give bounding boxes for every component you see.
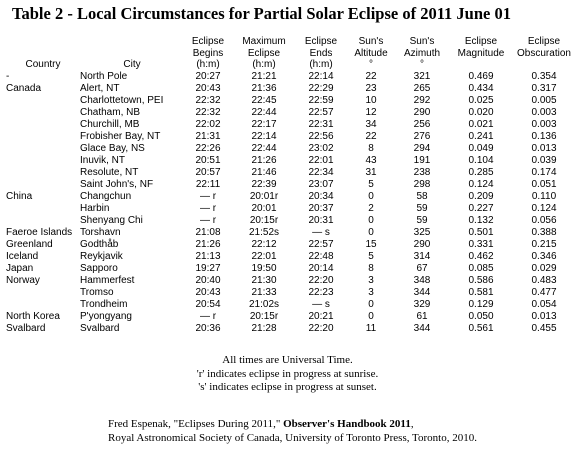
cell-azimuth: 265	[413, 82, 431, 94]
header-azimuth	[396, 36, 448, 71]
header-azimuth-unit: °	[420, 59, 424, 70]
cell-obscuration: 0.388	[531, 226, 557, 238]
cell-magnitude: 0.124	[468, 178, 494, 190]
cell-ends: 22:23	[308, 286, 334, 298]
cell-azimuth: 256	[413, 118, 431, 130]
cell-altitude: 10	[365, 94, 377, 106]
cell-maximum: 21:36	[251, 82, 277, 94]
cell-azimuth: 344	[413, 286, 431, 298]
cell-azimuth: 276	[413, 130, 431, 142]
header-ends-line1: Eclipse	[304, 36, 338, 47]
table-row	[6, 239, 574, 251]
cell-city: Churchill, MB	[80, 118, 140, 130]
cell-azimuth: 292	[413, 94, 431, 106]
cell-azimuth: 314	[413, 250, 431, 262]
table-title: Table 2 - Local Circumstances for Partial Solar Eclipse of 2011 June 01	[12, 4, 511, 23]
cell-altitude: 23	[365, 82, 377, 94]
cell-city: Shenyang Chi	[80, 214, 143, 226]
header-maximum	[232, 36, 296, 71]
cell-ends: 22:48	[308, 250, 334, 262]
header-obscuration-line2: Obscuration	[517, 47, 571, 59]
cell-country	[6, 287, 80, 299]
table-row	[6, 155, 574, 167]
cell-ends: 22:59	[308, 94, 334, 106]
header-altitude-line1: Sun's	[358, 36, 384, 47]
cell-obscuration: 0.354	[531, 70, 557, 82]
cell-begins: 22:32	[195, 94, 221, 106]
cell-maximum: 22:14	[251, 130, 277, 142]
cell-azimuth: 59	[416, 202, 428, 214]
cell-altitude: 15	[365, 238, 377, 250]
cell-city: Glace Bay, NS	[80, 142, 145, 154]
cell-azimuth: 294	[413, 142, 431, 154]
cell-obscuration: 0.056	[531, 214, 557, 226]
cell-ends: 22:20	[308, 274, 334, 286]
cell-begins: 21:13	[195, 250, 221, 262]
header-magnitude	[448, 36, 514, 71]
cell-begins: — r	[199, 190, 217, 202]
cell-city: North Pole	[80, 70, 128, 82]
cell-obscuration: 0.215	[531, 238, 557, 250]
cell-azimuth: 329	[413, 298, 431, 310]
cell-maximum: 21:52s	[248, 226, 280, 238]
cell-obscuration: 0.455	[531, 322, 557, 334]
cell-altitude: 0	[368, 226, 374, 238]
cell-maximum: 22:44	[251, 106, 277, 118]
cell-country	[6, 95, 80, 107]
cell-altitude: 22	[365, 130, 377, 142]
cell-city: Tromso	[80, 286, 114, 298]
cell-maximum: 22:01	[251, 250, 277, 262]
cell-city: Hammerfest	[80, 274, 135, 286]
cell-azimuth: 321	[413, 70, 431, 82]
cell-obscuration: 0.054	[531, 298, 557, 310]
local-circumstances-table	[6, 36, 574, 335]
cell-city: Trondheim	[80, 298, 128, 310]
cell-country	[6, 299, 80, 311]
cell-begins: 20:54	[195, 298, 221, 310]
table-row	[6, 179, 574, 191]
citation-line1	[108, 418, 568, 432]
table-notes	[0, 354, 575, 395]
table-row	[6, 251, 574, 263]
cell-obscuration: 0.013	[531, 142, 557, 154]
cell-obscuration: 0.136	[531, 130, 557, 142]
cell-begins: 20:43	[195, 82, 221, 94]
cell-altitude: 11	[365, 322, 377, 334]
cell-city: Frobisher Bay, NT	[80, 130, 161, 142]
cell-obscuration: 0.029	[531, 262, 557, 274]
cell-obscuration: 0.477	[531, 286, 557, 298]
cell-obscuration: 0.346	[531, 250, 557, 262]
cell-magnitude: 0.241	[468, 130, 494, 142]
cell-magnitude: 0.021	[468, 118, 494, 130]
cell-maximum: 22:45	[251, 94, 277, 106]
cell-city: Resolute, NT	[80, 166, 139, 178]
note-sunrise: 'r' indicates eclipse in progress at sunrise.	[196, 367, 379, 380]
cell-altitude: 8	[368, 142, 374, 154]
cell-city: Torshavn	[80, 226, 121, 238]
table-row	[6, 263, 574, 275]
cell-ends: 22:57	[308, 106, 334, 118]
table-row	[6, 215, 574, 227]
cell-maximum: 20:15r	[249, 214, 279, 226]
cell-maximum: 21:33	[251, 286, 277, 298]
cell-country: Norway	[6, 274, 40, 286]
cell-city: Harbin	[80, 202, 110, 214]
cell-ends: 22:56	[308, 130, 334, 142]
cell-obscuration: 0.003	[531, 106, 557, 118]
cell-begins: 20:51	[195, 154, 221, 166]
cell-magnitude: 0.129	[468, 298, 494, 310]
cell-country	[6, 107, 80, 119]
cell-country	[6, 119, 80, 131]
cell-ends: 23:02	[308, 142, 334, 154]
table-row	[6, 131, 574, 143]
cell-altitude: 3	[368, 286, 374, 298]
header-begins-line2: Begins	[192, 47, 224, 59]
cell-obscuration: 0.005	[531, 94, 557, 106]
cell-altitude: 0	[368, 310, 374, 322]
cell-country: Iceland	[6, 250, 39, 262]
cell-city: Alert, NT	[80, 82, 120, 94]
cell-magnitude: 0.020	[468, 106, 494, 118]
header-ends-line2: Ends	[309, 47, 333, 59]
cell-city: Inuvik, NT	[80, 154, 126, 166]
cell-begins: 20:40	[195, 274, 221, 286]
cell-begins: 20:36	[195, 322, 221, 334]
cell-city: P'yongyang	[80, 310, 132, 322]
cell-begins: 21:26	[195, 238, 221, 250]
header-ends	[296, 36, 346, 71]
header-magnitude-spacer	[448, 59, 514, 71]
cell-maximum: 21:02s	[248, 298, 280, 310]
cell-obscuration: 0.051	[531, 178, 557, 190]
cell-country	[6, 155, 80, 167]
cell-altitude: 34	[365, 118, 377, 130]
cell-country: Greenland	[6, 238, 53, 250]
cell-maximum: 22:44	[251, 142, 277, 154]
table-row	[6, 83, 574, 95]
cell-azimuth: 59	[416, 214, 428, 226]
cell-magnitude: 0.561	[468, 322, 494, 334]
header-city	[80, 36, 184, 71]
table-row	[6, 227, 574, 239]
cell-maximum: 22:17	[251, 118, 277, 130]
cell-magnitude: 0.285	[468, 166, 494, 178]
cell-ends: 20:34	[308, 190, 334, 202]
cell-begins: 20:43	[195, 286, 221, 298]
cell-azimuth: 290	[413, 238, 431, 250]
cell-country	[6, 215, 80, 227]
header-city-label: City	[123, 59, 141, 70]
cell-city: Svalbard	[80, 322, 120, 334]
cell-city: Reykjavik	[80, 250, 123, 262]
cell-begins: 21:31	[195, 130, 221, 142]
header-maximum-unit: (h:m)	[252, 59, 276, 70]
cell-maximum: 22:12	[251, 238, 277, 250]
cell-ends: 20:37	[308, 202, 334, 214]
cell-altitude: 0	[368, 214, 374, 226]
header-magnitude-line1: Eclipse	[464, 36, 498, 47]
cell-magnitude: 0.209	[468, 190, 494, 202]
cell-altitude: 43	[365, 154, 377, 166]
cell-country: Svalbard	[6, 322, 46, 334]
cell-ends: 23:07	[308, 178, 334, 190]
cell-altitude: 8	[368, 262, 374, 274]
cell-maximum: 20:01r	[249, 190, 279, 202]
header-altitude-line2: Altitude	[354, 47, 388, 59]
cell-azimuth: 58	[416, 190, 428, 202]
cell-country: China	[6, 190, 33, 202]
note-sunset: 's' indicates eclipse in progress at sunset.	[198, 381, 377, 393]
cell-begins: 22:32	[195, 106, 221, 118]
table-row	[6, 191, 574, 203]
cell-begins: 22:11	[195, 178, 221, 190]
cell-altitude: 0	[368, 190, 374, 202]
table-row	[6, 107, 574, 119]
cell-country	[6, 203, 80, 215]
cell-obscuration: 0.039	[531, 154, 557, 166]
header-begins-unit: (h:m)	[196, 59, 220, 70]
cell-ends: 22:29	[308, 82, 334, 94]
header-begins	[184, 36, 232, 71]
cell-begins: 22:02	[195, 118, 221, 130]
cell-maximum: 21:26	[251, 154, 277, 166]
cell-altitude: 31	[365, 166, 377, 178]
cell-begins: 22:26	[195, 142, 221, 154]
citation-comma: ,	[410, 418, 414, 430]
cell-azimuth: 238	[413, 166, 431, 178]
cell-maximum: 21:28	[251, 322, 277, 334]
cell-country	[6, 167, 80, 179]
header-azimuth-line1: Sun's	[409, 36, 435, 47]
cell-azimuth: 344	[413, 322, 431, 334]
cell-magnitude: 0.025	[468, 94, 494, 106]
table-row	[6, 311, 574, 323]
header-maximum-line1: Maximum	[242, 36, 286, 47]
cell-altitude: 2	[368, 202, 374, 214]
cell-city: Changchun	[80, 190, 132, 202]
cell-maximum: 21:30	[251, 274, 277, 286]
cell-begins: 20:27	[195, 70, 221, 82]
cell-azimuth: 290	[413, 106, 431, 118]
cell-azimuth: 298	[413, 178, 431, 190]
cell-ends: 20:21	[308, 310, 334, 322]
cell-azimuth: 191	[413, 154, 431, 166]
cell-ends: 22:14	[308, 70, 334, 82]
cell-magnitude: 0.581	[468, 286, 494, 298]
cell-maximum: 20:15r	[249, 310, 279, 322]
cell-country: Canada	[6, 82, 42, 94]
citation-line2: Royal Astronomical Society of Canada, University of Toronto Press, Toronto, 2010.	[108, 431, 477, 444]
cell-azimuth: 325	[413, 226, 431, 238]
cell-maximum: 21:46	[251, 166, 277, 178]
table-row	[6, 287, 574, 299]
cell-city: Sapporo	[80, 262, 118, 274]
cell-ends: — s	[312, 226, 330, 238]
table-body	[6, 71, 574, 335]
header-obscuration-line1: Eclipse	[527, 36, 561, 47]
cell-city: Charlottetown, PEI	[80, 94, 164, 106]
cell-magnitude: 0.501	[468, 226, 494, 238]
cell-magnitude: 0.104	[468, 154, 494, 166]
header-maximum-line2: Eclipse	[247, 47, 281, 59]
table-row	[6, 119, 574, 131]
cell-magnitude: 0.085	[468, 262, 494, 274]
cell-country: -	[6, 70, 10, 82]
cell-country: Faeroe Islands	[6, 226, 73, 238]
cell-begins: — r	[199, 202, 217, 214]
cell-country	[6, 143, 80, 155]
cell-altitude: 5	[368, 178, 374, 190]
cell-azimuth: 61	[416, 310, 428, 322]
cell-altitude: 5	[368, 250, 374, 262]
cell-city: Chatham, NB	[80, 106, 141, 118]
table-row	[6, 95, 574, 107]
cell-azimuth: 348	[413, 274, 431, 286]
cell-magnitude: 0.586	[468, 274, 494, 286]
cell-magnitude: 0.132	[468, 214, 494, 226]
cell-magnitude: 0.469	[468, 70, 494, 82]
cell-obscuration: 0.110	[531, 190, 557, 202]
cell-maximum: 19:50	[251, 262, 277, 274]
cell-ends: 22:31	[308, 118, 334, 130]
cell-obscuration: 0.317	[531, 82, 557, 94]
table-row	[6, 203, 574, 215]
cell-begins: — r	[199, 214, 217, 226]
header-magnitude-line2: Magnitude	[457, 47, 505, 59]
table-row	[6, 299, 574, 311]
cell-maximum: 20:01	[251, 202, 277, 214]
header-country	[6, 36, 80, 71]
table-row	[6, 275, 574, 287]
cell-country	[6, 179, 80, 191]
cell-begins: 20:57	[195, 166, 221, 178]
table-row	[6, 323, 574, 335]
cell-magnitude: 0.331	[468, 238, 494, 250]
cell-country	[6, 131, 80, 143]
header-ends-unit: (h:m)	[309, 59, 333, 70]
cell-magnitude: 0.050	[468, 310, 494, 322]
cell-magnitude: 0.049	[468, 142, 494, 154]
citation-author-title: Fred Espenak, "Eclipses During 2011,"	[108, 418, 284, 430]
header-azimuth-line2: Azimuth	[403, 47, 441, 59]
cell-ends: 20:14	[308, 262, 334, 274]
cell-ends: 22:01	[308, 154, 334, 166]
note-universal-time: All times are Universal Time.	[222, 354, 353, 366]
cell-altitude: 0	[368, 298, 374, 310]
header-begins-line1: Eclipse	[191, 36, 225, 47]
cell-obscuration: 0.174	[531, 166, 557, 178]
cell-magnitude: 0.462	[468, 250, 494, 262]
header-altitude-unit: °	[369, 59, 373, 70]
table-row	[6, 71, 574, 83]
table-header	[6, 36, 574, 71]
header-obscuration-spacer	[514, 59, 574, 71]
table-row	[6, 143, 574, 155]
cell-maximum: 21:21	[251, 70, 277, 82]
cell-magnitude: 0.227	[468, 202, 494, 214]
header-country-label: Country	[25, 59, 61, 70]
cell-ends: — s	[312, 298, 330, 310]
citation-publication: Observer's Handbook 2011	[283, 418, 411, 430]
cell-obscuration: 0.124	[531, 202, 557, 214]
citation	[108, 418, 568, 445]
cell-ends: 20:31	[308, 214, 334, 226]
table-row	[6, 167, 574, 179]
cell-city: Saint John's, NF	[80, 178, 154, 190]
header-altitude	[346, 36, 396, 71]
cell-begins: 19:27	[195, 262, 221, 274]
cell-altitude: 22	[365, 70, 377, 82]
cell-azimuth: 67	[416, 262, 428, 274]
cell-altitude: 12	[365, 106, 377, 118]
cell-city: Godthåb	[80, 238, 119, 250]
cell-obscuration: 0.003	[531, 118, 557, 130]
cell-begins: 21:08	[195, 226, 221, 238]
cell-ends: 22:34	[308, 166, 334, 178]
header-obscuration	[514, 36, 574, 71]
cell-country: Japan	[6, 262, 34, 274]
cell-begins: — r	[199, 310, 217, 322]
cell-magnitude: 0.434	[468, 82, 494, 94]
cell-obscuration: 0.013	[531, 310, 557, 322]
cell-country: North Korea	[6, 310, 60, 322]
cell-altitude: 3	[368, 274, 374, 286]
cell-ends: 22:20	[308, 322, 334, 334]
cell-obscuration: 0.483	[531, 274, 557, 286]
cell-maximum: 22:39	[251, 178, 277, 190]
cell-ends: 22:57	[308, 238, 334, 250]
